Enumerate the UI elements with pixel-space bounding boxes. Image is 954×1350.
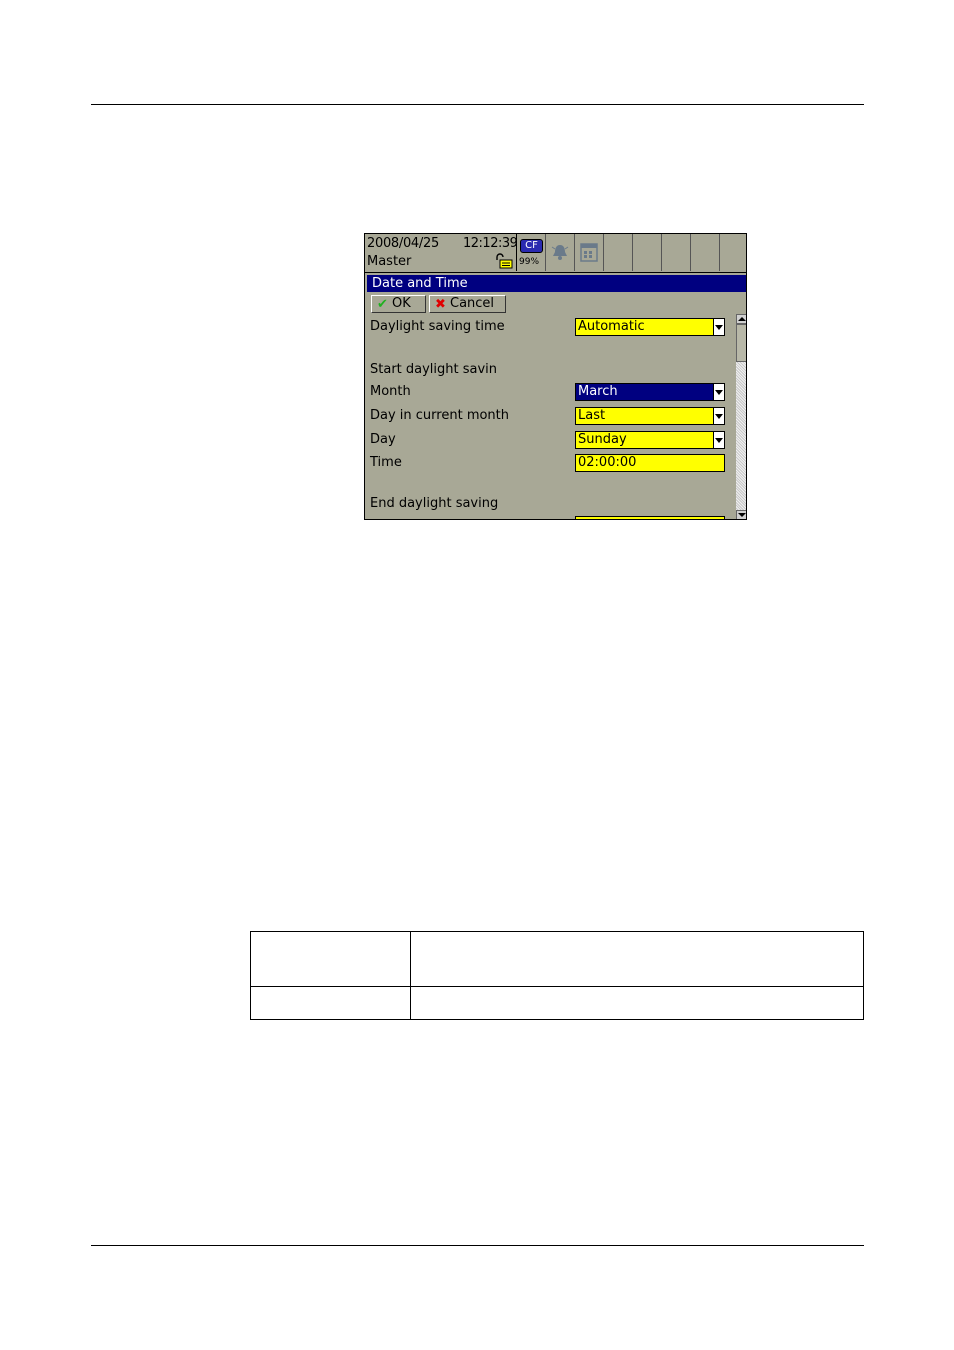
status-time: 12:12:39 [463, 236, 518, 251]
status-slot-3[interactable] [603, 234, 632, 271]
bell-icon [551, 243, 569, 261]
calendar-slot[interactable] [574, 234, 603, 271]
scroll-thumb[interactable] [736, 324, 747, 362]
cancel-label: Cancel [450, 296, 495, 311]
day-select[interactable] [575, 431, 725, 449]
ok-button[interactable] [371, 295, 426, 313]
footer-rule [91, 1245, 864, 1246]
daylight-saving-value: Automatic [578, 319, 645, 334]
alarm-slot[interactable] [545, 234, 574, 271]
end-section-heading: End daylight saving [370, 496, 499, 511]
end-month-select-partial[interactable] [575, 516, 725, 520]
cancel-button[interactable] [429, 295, 506, 313]
table-row [251, 986, 864, 1019]
scrollbar[interactable] [736, 314, 747, 520]
status-date: 2008/04/25 [367, 236, 439, 251]
header-rule [91, 104, 864, 105]
daylight-saving-label: Daylight saving time [370, 319, 505, 334]
day-in-month-label: Day in current month [370, 408, 510, 423]
time-value: 02:00:00 [578, 455, 637, 470]
status-slot-6[interactable] [690, 234, 719, 271]
day-in-month-select[interactable] [575, 407, 725, 425]
unlock-icon [495, 253, 513, 269]
start-section-heading: Start daylight savin [370, 362, 498, 377]
cross-icon: ✖ [435, 297, 446, 312]
day-value: Sunday [578, 432, 627, 447]
day-label: Day [370, 432, 396, 447]
scroll-down-icon[interactable] [736, 510, 747, 520]
daylight-saving-select[interactable] [575, 318, 725, 336]
status-user: Master [367, 254, 412, 269]
chevron-down-icon[interactable] [713, 384, 724, 400]
table-cell [251, 986, 411, 1019]
chevron-down-icon[interactable] [713, 319, 724, 335]
settings-form [365, 314, 735, 519]
status-slot-4[interactable] [632, 234, 661, 271]
time-input[interactable] [575, 454, 725, 472]
status-slot-7[interactable] [719, 234, 747, 271]
day-in-month-value: Last [578, 408, 606, 423]
table-cell [251, 932, 411, 987]
dialog-title: Date and Time [367, 275, 746, 292]
description-table [250, 931, 864, 1020]
month-value: March [578, 384, 618, 399]
chevron-down-icon[interactable] [713, 432, 724, 448]
device-screen [364, 233, 747, 520]
time-label: Time [370, 455, 402, 470]
cf-card-indicator[interactable] [516, 234, 545, 271]
status-slot-5[interactable] [661, 234, 690, 271]
cf-percent: 99% [519, 257, 540, 267]
table-row [251, 932, 864, 987]
table-cell [411, 986, 864, 1019]
month-select[interactable] [575, 383, 725, 401]
ok-label: OK [392, 296, 411, 311]
status-bar [365, 234, 746, 273]
chevron-down-icon[interactable] [713, 408, 724, 424]
month-label: Month [370, 384, 411, 399]
calendar-icon [580, 242, 598, 262]
checkmark-icon: ✔ [377, 297, 388, 312]
table-cell [411, 932, 864, 987]
scroll-up-icon[interactable] [736, 314, 747, 324]
cf-badge: CF [520, 239, 543, 253]
